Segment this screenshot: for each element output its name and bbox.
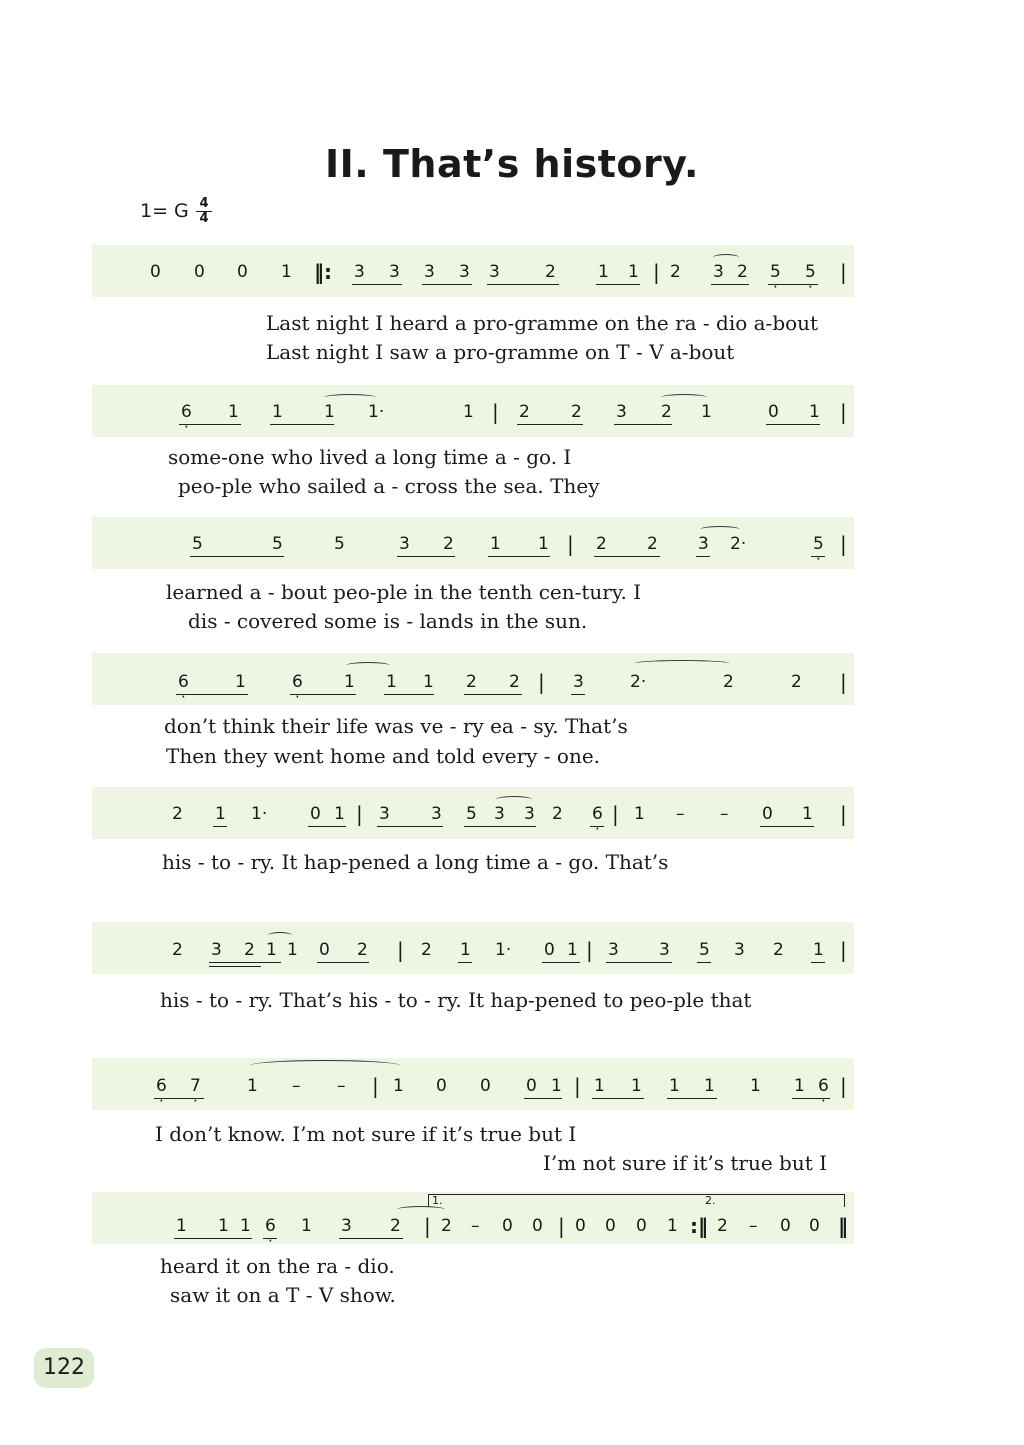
note: – bbox=[292, 1076, 301, 1096]
barline: | bbox=[586, 938, 593, 962]
note: 1 bbox=[701, 402, 712, 422]
repeat-start: ‖: bbox=[314, 260, 332, 284]
underline bbox=[352, 284, 402, 285]
lower-dot: · bbox=[184, 418, 189, 436]
note: 5 bbox=[699, 940, 710, 960]
note: 1 bbox=[631, 1076, 642, 1096]
notation-row bbox=[0, 530, 1024, 568]
lyric-line: Then they went home and told every - one. bbox=[166, 744, 601, 768]
underline bbox=[464, 694, 522, 695]
notation-row bbox=[0, 1212, 1024, 1250]
note: 1 bbox=[490, 534, 501, 554]
note: 2 bbox=[244, 940, 255, 960]
note: 0 bbox=[194, 262, 205, 282]
lyric-line: heard it on the ra - dio. bbox=[160, 1254, 395, 1278]
time-signature-top: 4 bbox=[199, 196, 209, 211]
note: 0 bbox=[768, 402, 779, 422]
note: 1 bbox=[704, 1076, 715, 1096]
note: 3 bbox=[713, 262, 724, 282]
note: 3 bbox=[616, 402, 627, 422]
lower-dot: · bbox=[808, 278, 813, 296]
note: 3 bbox=[573, 672, 584, 692]
lyric-line: don’t think their life was ve - ry ea - sy. That’s bbox=[164, 714, 628, 738]
note: 1 bbox=[669, 1076, 680, 1096]
note: 0 bbox=[636, 1216, 647, 1236]
notation-row bbox=[0, 258, 1024, 296]
underline bbox=[524, 1098, 562, 1099]
underline bbox=[174, 1238, 252, 1239]
note: 0 bbox=[809, 1216, 820, 1236]
lyric-line: his - to - ry. It hap-pened a long time a - go. That’s bbox=[162, 850, 669, 874]
note: 1 bbox=[266, 940, 277, 960]
note: 2 bbox=[571, 402, 582, 422]
slur bbox=[713, 254, 739, 261]
note: 1 bbox=[240, 1216, 251, 1236]
underline bbox=[397, 556, 455, 557]
underline bbox=[614, 424, 672, 425]
lower-dot: · bbox=[295, 688, 300, 706]
underline bbox=[209, 966, 261, 967]
note: 2 bbox=[421, 940, 432, 960]
underline bbox=[542, 962, 580, 963]
lyric-line: I’m not sure if it’s true but I bbox=[543, 1151, 828, 1175]
underline bbox=[811, 962, 825, 963]
note: 0 bbox=[605, 1216, 616, 1236]
notation-row bbox=[0, 1072, 1024, 1110]
barline: | bbox=[356, 802, 363, 826]
note: 1 bbox=[460, 940, 471, 960]
barline: | bbox=[840, 938, 847, 962]
end-barline: ‖ bbox=[838, 1214, 848, 1238]
volta-label: 1. bbox=[432, 1194, 443, 1207]
underline bbox=[517, 424, 583, 425]
key-signature: 1= G bbox=[140, 200, 189, 222]
lyric-line: saw it on a T - V show. bbox=[170, 1283, 396, 1307]
note: 5 bbox=[192, 534, 203, 554]
note: 1 bbox=[324, 402, 335, 422]
lower-dot: · bbox=[773, 278, 778, 296]
underline bbox=[697, 962, 711, 963]
underline bbox=[594, 556, 660, 557]
note: 1 bbox=[551, 1076, 562, 1096]
slur bbox=[661, 394, 707, 401]
page-title: II. That’s history. bbox=[325, 142, 699, 186]
time-signature-bottom: 4 bbox=[196, 211, 212, 226]
note: 0 bbox=[780, 1216, 791, 1236]
note: 5 bbox=[466, 804, 477, 824]
lower-dot: · bbox=[821, 1092, 826, 1110]
note: 5 bbox=[770, 262, 781, 282]
underline bbox=[696, 556, 710, 557]
underline bbox=[213, 826, 227, 827]
underline bbox=[667, 1098, 717, 1099]
note: 2 bbox=[390, 1216, 401, 1236]
underline bbox=[270, 424, 334, 425]
note: 1 bbox=[813, 940, 824, 960]
note: 1 bbox=[344, 672, 355, 692]
note: 2 bbox=[172, 940, 183, 960]
note: 1 bbox=[423, 672, 434, 692]
note: 0 bbox=[544, 940, 555, 960]
underline bbox=[487, 284, 559, 285]
underline bbox=[377, 826, 443, 827]
note: 1 bbox=[667, 1216, 678, 1236]
underline bbox=[760, 826, 814, 827]
note: 3 bbox=[698, 534, 709, 554]
note: 3 bbox=[341, 1216, 352, 1236]
notation-row bbox=[0, 936, 1024, 966]
note: 1 bbox=[567, 940, 578, 960]
note: 1 bbox=[176, 1216, 187, 1236]
note: 1· bbox=[495, 940, 512, 960]
note: 5 bbox=[813, 534, 824, 554]
note: 3 bbox=[389, 262, 400, 282]
slur bbox=[250, 1060, 400, 1071]
slur bbox=[397, 1206, 445, 1213]
note: 6 bbox=[178, 672, 189, 692]
underline bbox=[290, 694, 356, 695]
note: 6 bbox=[181, 402, 192, 422]
notation-row bbox=[0, 800, 1024, 838]
time-signature bbox=[196, 197, 212, 226]
note: 1 bbox=[393, 1076, 404, 1096]
note: 2 bbox=[791, 672, 802, 692]
note: 0 bbox=[150, 262, 161, 282]
note: 3 bbox=[608, 940, 619, 960]
note: 3 bbox=[734, 940, 745, 960]
barline: | bbox=[397, 938, 404, 962]
note: 6 bbox=[592, 804, 603, 824]
underline bbox=[384, 694, 434, 695]
note: 2 bbox=[441, 1216, 452, 1236]
note: 1 bbox=[228, 402, 239, 422]
underline bbox=[317, 962, 369, 963]
note: – bbox=[676, 804, 685, 824]
note: 6 bbox=[292, 672, 303, 692]
note: 0 bbox=[532, 1216, 543, 1236]
note: 1 bbox=[287, 940, 298, 960]
note: 2 bbox=[670, 262, 681, 282]
note: 3 bbox=[459, 262, 470, 282]
note: 6 bbox=[156, 1076, 167, 1096]
barline: | bbox=[372, 1074, 379, 1098]
note: 1 bbox=[598, 262, 609, 282]
note: 3 bbox=[524, 804, 535, 824]
volta-first-ending bbox=[428, 1194, 705, 1207]
note: 3 bbox=[489, 262, 500, 282]
slur bbox=[634, 660, 730, 667]
slur bbox=[700, 526, 740, 533]
note: 2· bbox=[630, 672, 647, 692]
note: – bbox=[337, 1076, 346, 1096]
barline: | bbox=[612, 802, 619, 826]
underline bbox=[571, 694, 585, 695]
barline: | bbox=[558, 1214, 565, 1238]
note: 1 bbox=[809, 402, 820, 422]
note: 2 bbox=[172, 804, 183, 824]
lyric-line: I don’t know. I’m not sure if it’s true but I bbox=[155, 1122, 577, 1146]
note: 0 bbox=[480, 1076, 491, 1096]
lower-dot: · bbox=[193, 1092, 198, 1110]
note: 1 bbox=[794, 1076, 805, 1096]
note: 2 bbox=[647, 534, 658, 554]
barline: | bbox=[567, 532, 574, 556]
note: 1· bbox=[368, 402, 385, 422]
lower-dot: · bbox=[268, 1232, 273, 1250]
lower-dot: · bbox=[595, 820, 600, 838]
lower-dot: · bbox=[159, 1092, 164, 1110]
note: 0 bbox=[502, 1216, 513, 1236]
underline bbox=[596, 284, 640, 285]
underline bbox=[458, 962, 472, 963]
note: 1 bbox=[334, 804, 345, 824]
note: 2 bbox=[519, 402, 530, 422]
barline: | bbox=[574, 1074, 581, 1098]
note: 2 bbox=[509, 672, 520, 692]
barline: | bbox=[840, 532, 847, 556]
underline bbox=[209, 962, 281, 963]
underline bbox=[308, 826, 346, 827]
barline: | bbox=[840, 670, 847, 694]
note: 3 bbox=[494, 804, 505, 824]
lyric-line: learned a - bout peo-ple in the tenth cen-tury. I bbox=[166, 580, 642, 604]
slur bbox=[324, 394, 376, 401]
note: 3 bbox=[211, 940, 222, 960]
page-number: 122 bbox=[34, 1348, 94, 1388]
barline: | bbox=[840, 1074, 847, 1098]
note: 3 bbox=[424, 262, 435, 282]
note: 1 bbox=[281, 262, 292, 282]
note: 1 bbox=[802, 804, 813, 824]
lyric-line: some-one who lived a long time a - go. I bbox=[168, 445, 572, 469]
underline bbox=[176, 694, 248, 695]
underline bbox=[766, 424, 820, 425]
note: 0 bbox=[237, 262, 248, 282]
lyric-line: his - to - ry. That’s his - to - ry. It hap-pened to peo-ple that bbox=[160, 988, 752, 1012]
underline bbox=[339, 1238, 403, 1239]
barline: | bbox=[840, 400, 847, 424]
barline: | bbox=[492, 400, 499, 424]
note: 3 bbox=[659, 940, 670, 960]
note: 5 bbox=[334, 534, 345, 554]
note: 1 bbox=[463, 402, 474, 422]
note: 0 bbox=[762, 804, 773, 824]
note: 2 bbox=[545, 262, 556, 282]
volta-label: 2. bbox=[705, 1194, 716, 1207]
note: 3 bbox=[431, 804, 442, 824]
note: 2 bbox=[737, 262, 748, 282]
underline bbox=[606, 962, 672, 963]
note: 1 bbox=[628, 262, 639, 282]
note: 1 bbox=[386, 672, 397, 692]
note: 2 bbox=[466, 672, 477, 692]
note: 0 bbox=[575, 1216, 586, 1236]
note: 2 bbox=[596, 534, 607, 554]
slur bbox=[268, 932, 292, 939]
barline: | bbox=[840, 260, 847, 284]
note: – bbox=[749, 1216, 758, 1236]
barline: | bbox=[840, 802, 847, 826]
note: 2 bbox=[357, 940, 368, 960]
note: 5 bbox=[272, 534, 283, 554]
note: 1 bbox=[218, 1216, 229, 1236]
lyric-line: Last night I saw a pro-gramme on T - V a-bout bbox=[266, 340, 735, 364]
barline: | bbox=[424, 1214, 431, 1238]
underline bbox=[488, 556, 550, 557]
note: 3 bbox=[399, 534, 410, 554]
note: 0 bbox=[526, 1076, 537, 1096]
barline: | bbox=[653, 260, 660, 284]
note: 3 bbox=[354, 262, 365, 282]
note: 2· bbox=[730, 534, 747, 554]
lower-dot: · bbox=[181, 688, 186, 706]
note: 2 bbox=[661, 402, 672, 422]
underline bbox=[711, 284, 749, 285]
note: 2 bbox=[773, 940, 784, 960]
repeat-end: :‖ bbox=[690, 1214, 708, 1238]
slur bbox=[346, 662, 390, 669]
note: 0 bbox=[436, 1076, 447, 1096]
note: 1 bbox=[538, 534, 549, 554]
lower-dot: · bbox=[816, 550, 821, 568]
note: – bbox=[720, 804, 729, 824]
lyric-line: peo-ple who sailed a - cross the sea. They bbox=[178, 474, 600, 498]
slur bbox=[496, 796, 532, 803]
lyric-line: dis - covered some is - lands in the sun. bbox=[188, 609, 588, 633]
note: 2 bbox=[723, 672, 734, 692]
note: – bbox=[471, 1216, 480, 1236]
note: 2 bbox=[717, 1216, 728, 1236]
note: 1 bbox=[301, 1216, 312, 1236]
note: 6 bbox=[818, 1076, 829, 1096]
note: 1 bbox=[235, 672, 246, 692]
note: 2 bbox=[552, 804, 563, 824]
underline bbox=[464, 826, 536, 827]
note: 6 bbox=[265, 1216, 276, 1236]
note: 1· bbox=[251, 804, 268, 824]
notation-row bbox=[0, 668, 1024, 706]
note: 2 bbox=[443, 534, 454, 554]
note: 1 bbox=[215, 804, 226, 824]
note: 5 bbox=[805, 262, 816, 282]
note: 0 bbox=[310, 804, 321, 824]
note: 1 bbox=[750, 1076, 761, 1096]
note: 0 bbox=[319, 940, 330, 960]
note: 1 bbox=[594, 1076, 605, 1096]
note: 7 bbox=[190, 1076, 201, 1096]
note: 1 bbox=[272, 402, 283, 422]
note: 1 bbox=[247, 1076, 258, 1096]
underline bbox=[422, 284, 472, 285]
underline bbox=[592, 1098, 644, 1099]
notation-row bbox=[0, 398, 1024, 436]
note: 1 bbox=[634, 804, 645, 824]
underline bbox=[190, 556, 284, 557]
volta-second-ending bbox=[702, 1194, 845, 1207]
lyric-line: Last night I heard a pro-gramme on the ra - dio a-bout bbox=[266, 311, 819, 335]
note: 3 bbox=[379, 804, 390, 824]
barline: | bbox=[538, 670, 545, 694]
